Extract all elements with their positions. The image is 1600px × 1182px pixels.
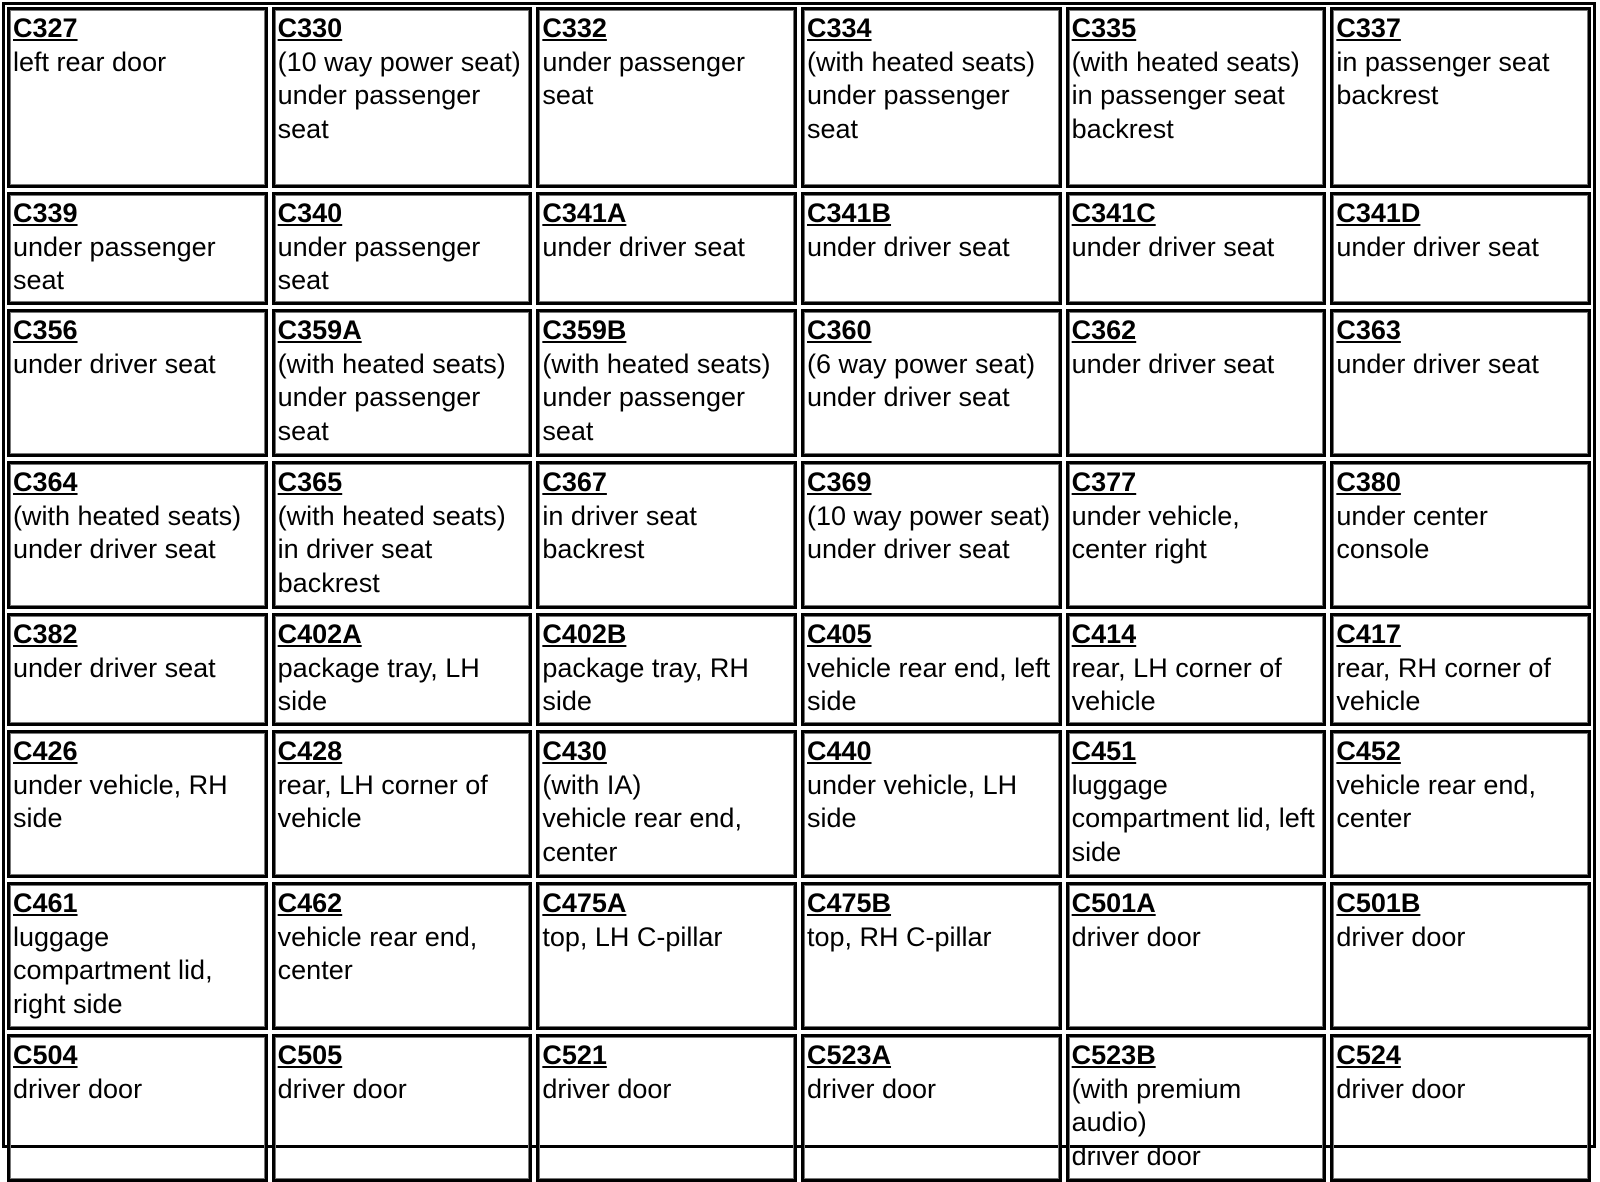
connector-location: driver door [1336,1073,1466,1104]
connector-cell-c524 [1330,1034,1591,1182]
connector-cell-c523a [801,1034,1062,1182]
connector-cell-c402b [536,613,797,726]
connector-code: C359B [542,315,627,345]
connector-code: C505 [277,1040,343,1070]
connector-cell-c334 [801,7,1062,188]
connector-location: driver door [542,1073,672,1104]
connector-condition: (10 way power seat) [277,46,521,77]
connector-cell-c335 [1066,7,1327,188]
connector-location: top, RH C-pillar [806,921,992,952]
connector-cell-c505 [272,1034,533,1182]
connector-cell-c402a [272,613,533,726]
connector-location: luggage compartment lid, right side [13,921,213,1019]
connector-cell-c341c [1066,192,1327,305]
connector-code: C428 [277,736,343,766]
connector-code: C523B [1071,1040,1156,1070]
connector-location: under driver seat [1071,231,1275,262]
connector-cell-c451 [1066,730,1327,878]
connector-cell-c327 [7,7,268,188]
connector-location: rear, RH corner of vehicle [1336,652,1551,716]
connector-cell-c405 [801,613,1062,726]
connector-cell-c501a [1066,882,1327,1030]
connector-location: rear, LH corner of vehicle [277,769,488,833]
connector-cell-c356 [7,309,268,457]
connector-location: top, LH C-pillar [542,921,723,952]
connector-code: C430 [542,736,607,766]
connector-location: in passenger seat backrest [1336,46,1550,110]
connector-location: driver door [806,1073,937,1104]
connector-location: under vehicle, RH side [13,769,228,833]
connector-location: under driver seat [806,534,1010,564]
connector-cell-c521 [536,1034,797,1182]
connector-location: rear, LH corner of vehicle [1071,652,1282,716]
connector-code: C405 [806,619,872,649]
connector-cell-c339 [7,192,268,305]
connector-code: C367 [542,467,607,497]
connector-location: in driver seat backrest [542,500,697,564]
connector-cell-c475b [801,882,1062,1030]
connector-code: C462 [277,888,343,918]
connector-location: under driver seat [13,534,216,564]
connector-location: under driver seat [1336,231,1539,262]
connector-code: C364 [13,467,78,497]
connector-condition: (with heated seats) [1071,46,1300,77]
connector-code: C426 [13,736,78,766]
connector-code: C340 [277,198,343,228]
connector-location: in passenger seat backrest [1071,80,1285,144]
connector-code: C377 [1071,467,1137,497]
connector-condition: (with heated seats) [277,348,506,379]
connector-location: package tray, RH side [542,652,749,716]
connector-code: C363 [1336,315,1401,345]
connector-cell-c363 [1330,309,1591,457]
connector-cell-c330 [272,7,533,188]
connector-location: under passenger seat [277,80,481,144]
connector-code: C337 [1336,13,1401,43]
connector-code: C440 [806,736,872,766]
connector-code: C341C [1071,198,1156,228]
connector-location: under passenger seat [806,80,1010,144]
connector-code: C332 [542,13,607,43]
connector-location: under driver seat [13,652,216,683]
connector-cell-c360 [801,309,1062,457]
connector-location: package tray, LH side [277,652,480,716]
connector-location: in driver seat backrest [277,534,433,598]
connector-condition: (with heated seats) [806,46,1036,77]
connector-code: C451 [1071,736,1137,766]
connector-cell-c359b [536,309,797,457]
connector-location: vehicle rear end, center [1336,769,1536,833]
connector-code: C402A [277,619,362,649]
connector-cell-c380 [1330,461,1591,609]
connector-code: C330 [277,13,343,43]
connector-cell-c414 [1066,613,1327,726]
connector-location: driver door [13,1073,143,1104]
connector-cell-c504 [7,1034,268,1182]
connector-code: C524 [1336,1040,1401,1070]
connector-location: under passenger seat [13,231,216,295]
connector-code: C414 [1071,619,1137,649]
connector-location: under driver seat [806,231,1010,262]
connector-code: C501B [1336,888,1421,918]
connector-code: C360 [806,315,872,345]
connector-cell-c475a [536,882,797,1030]
connector-location: under passenger seat [277,382,481,446]
connector-cell-c430 [536,730,797,878]
connector-location: under passenger seat [542,382,745,446]
connector-code: C452 [1336,736,1401,766]
connector-code: C521 [542,1040,607,1070]
connector-location: driver door [277,1073,407,1104]
connector-location: under vehicle, center right [1071,500,1240,564]
connector-code: C341B [806,198,892,228]
connector-code: C327 [13,13,78,43]
connector-code: C461 [13,888,78,918]
connector-code: C335 [1071,13,1137,43]
connector-location: under passenger seat [542,46,745,110]
connector-code: C523A [806,1040,892,1070]
connector-location: left rear door [13,46,167,77]
connector-code: C402B [542,619,627,649]
connector-location: under driver seat [13,348,216,379]
connector-code: C475B [806,888,892,918]
connector-location: under driver seat [542,231,745,262]
connector-cell-c452 [1330,730,1591,878]
connector-condition: (with premium audio) [1071,1073,1242,1137]
connector-location: under vehicle, LH side [806,769,1018,833]
connector-location: driver door [1071,1140,1201,1171]
connector-location: driver door [1071,921,1201,952]
connector-location: luggage compartment lid, left side [1071,769,1315,867]
connector-location: under driver seat [1071,348,1275,379]
connector-cell-c341a [536,192,797,305]
connector-location: under driver seat [1336,348,1539,379]
connector-code: C356 [13,315,78,345]
connector-cell-c332 [536,7,797,188]
connector-code: C359A [277,315,362,345]
connector-code: C369 [806,467,872,497]
connector-code: C339 [13,198,78,228]
connector-location-table [2,2,1596,1171]
connector-condition: (with heated seats) [277,500,506,531]
connector-cell-c359a [272,309,533,457]
connector-location: under driver seat [806,382,1010,412]
connector-cell-c365 [272,461,533,609]
connector-code: C475A [542,888,627,918]
connector-cell-c461 [7,882,268,1030]
connector-cell-c367 [536,461,797,609]
connector-location: vehicle rear end, center [277,921,478,985]
connector-code: C341A [542,198,627,228]
connector-cell-c417 [1330,613,1591,726]
connector-cell-c341b [801,192,1062,305]
connector-location: vehicle rear end, left side [806,652,1051,716]
connector-cell-c382 [7,613,268,726]
connector-code: C380 [1336,467,1401,497]
connector-cell-c462 [272,882,533,1030]
connector-cell-c340 [272,192,533,305]
connector-code: C334 [806,13,872,43]
connector-code: C382 [13,619,78,649]
connector-condition: (10 way power seat) [806,500,1051,531]
connector-cell-c440 [801,730,1062,878]
connector-cell-c377 [1066,461,1327,609]
connector-cell-c369 [801,461,1062,609]
connector-location: under center console [1336,500,1488,564]
connector-code: C362 [1071,315,1137,345]
connector-code: C365 [277,467,343,497]
connector-cell-c523b [1066,1034,1327,1182]
connector-condition: (6 way power seat) [806,348,1036,379]
connector-condition: (with heated seats) [13,500,242,531]
connector-cell-c362 [1066,309,1327,457]
connector-condition: (with IA) [542,769,642,800]
connector-cell-c341d [1330,192,1591,305]
connector-cell-c428 [272,730,533,878]
connector-location: driver door [1336,921,1466,952]
connector-code: C501A [1071,888,1156,918]
connector-cell-c426 [7,730,268,878]
connector-code: C417 [1336,619,1401,649]
connector-location: vehicle rear end, center [542,803,742,867]
connector-location: under passenger seat [277,231,481,295]
connector-condition: (with heated seats) [542,348,771,379]
connector-cell-c364 [7,461,268,609]
connector-code: C504 [13,1040,78,1070]
connector-cell-c337 [1330,7,1591,188]
connector-code: C341D [1336,198,1421,228]
connector-cell-c501b [1330,882,1591,1030]
